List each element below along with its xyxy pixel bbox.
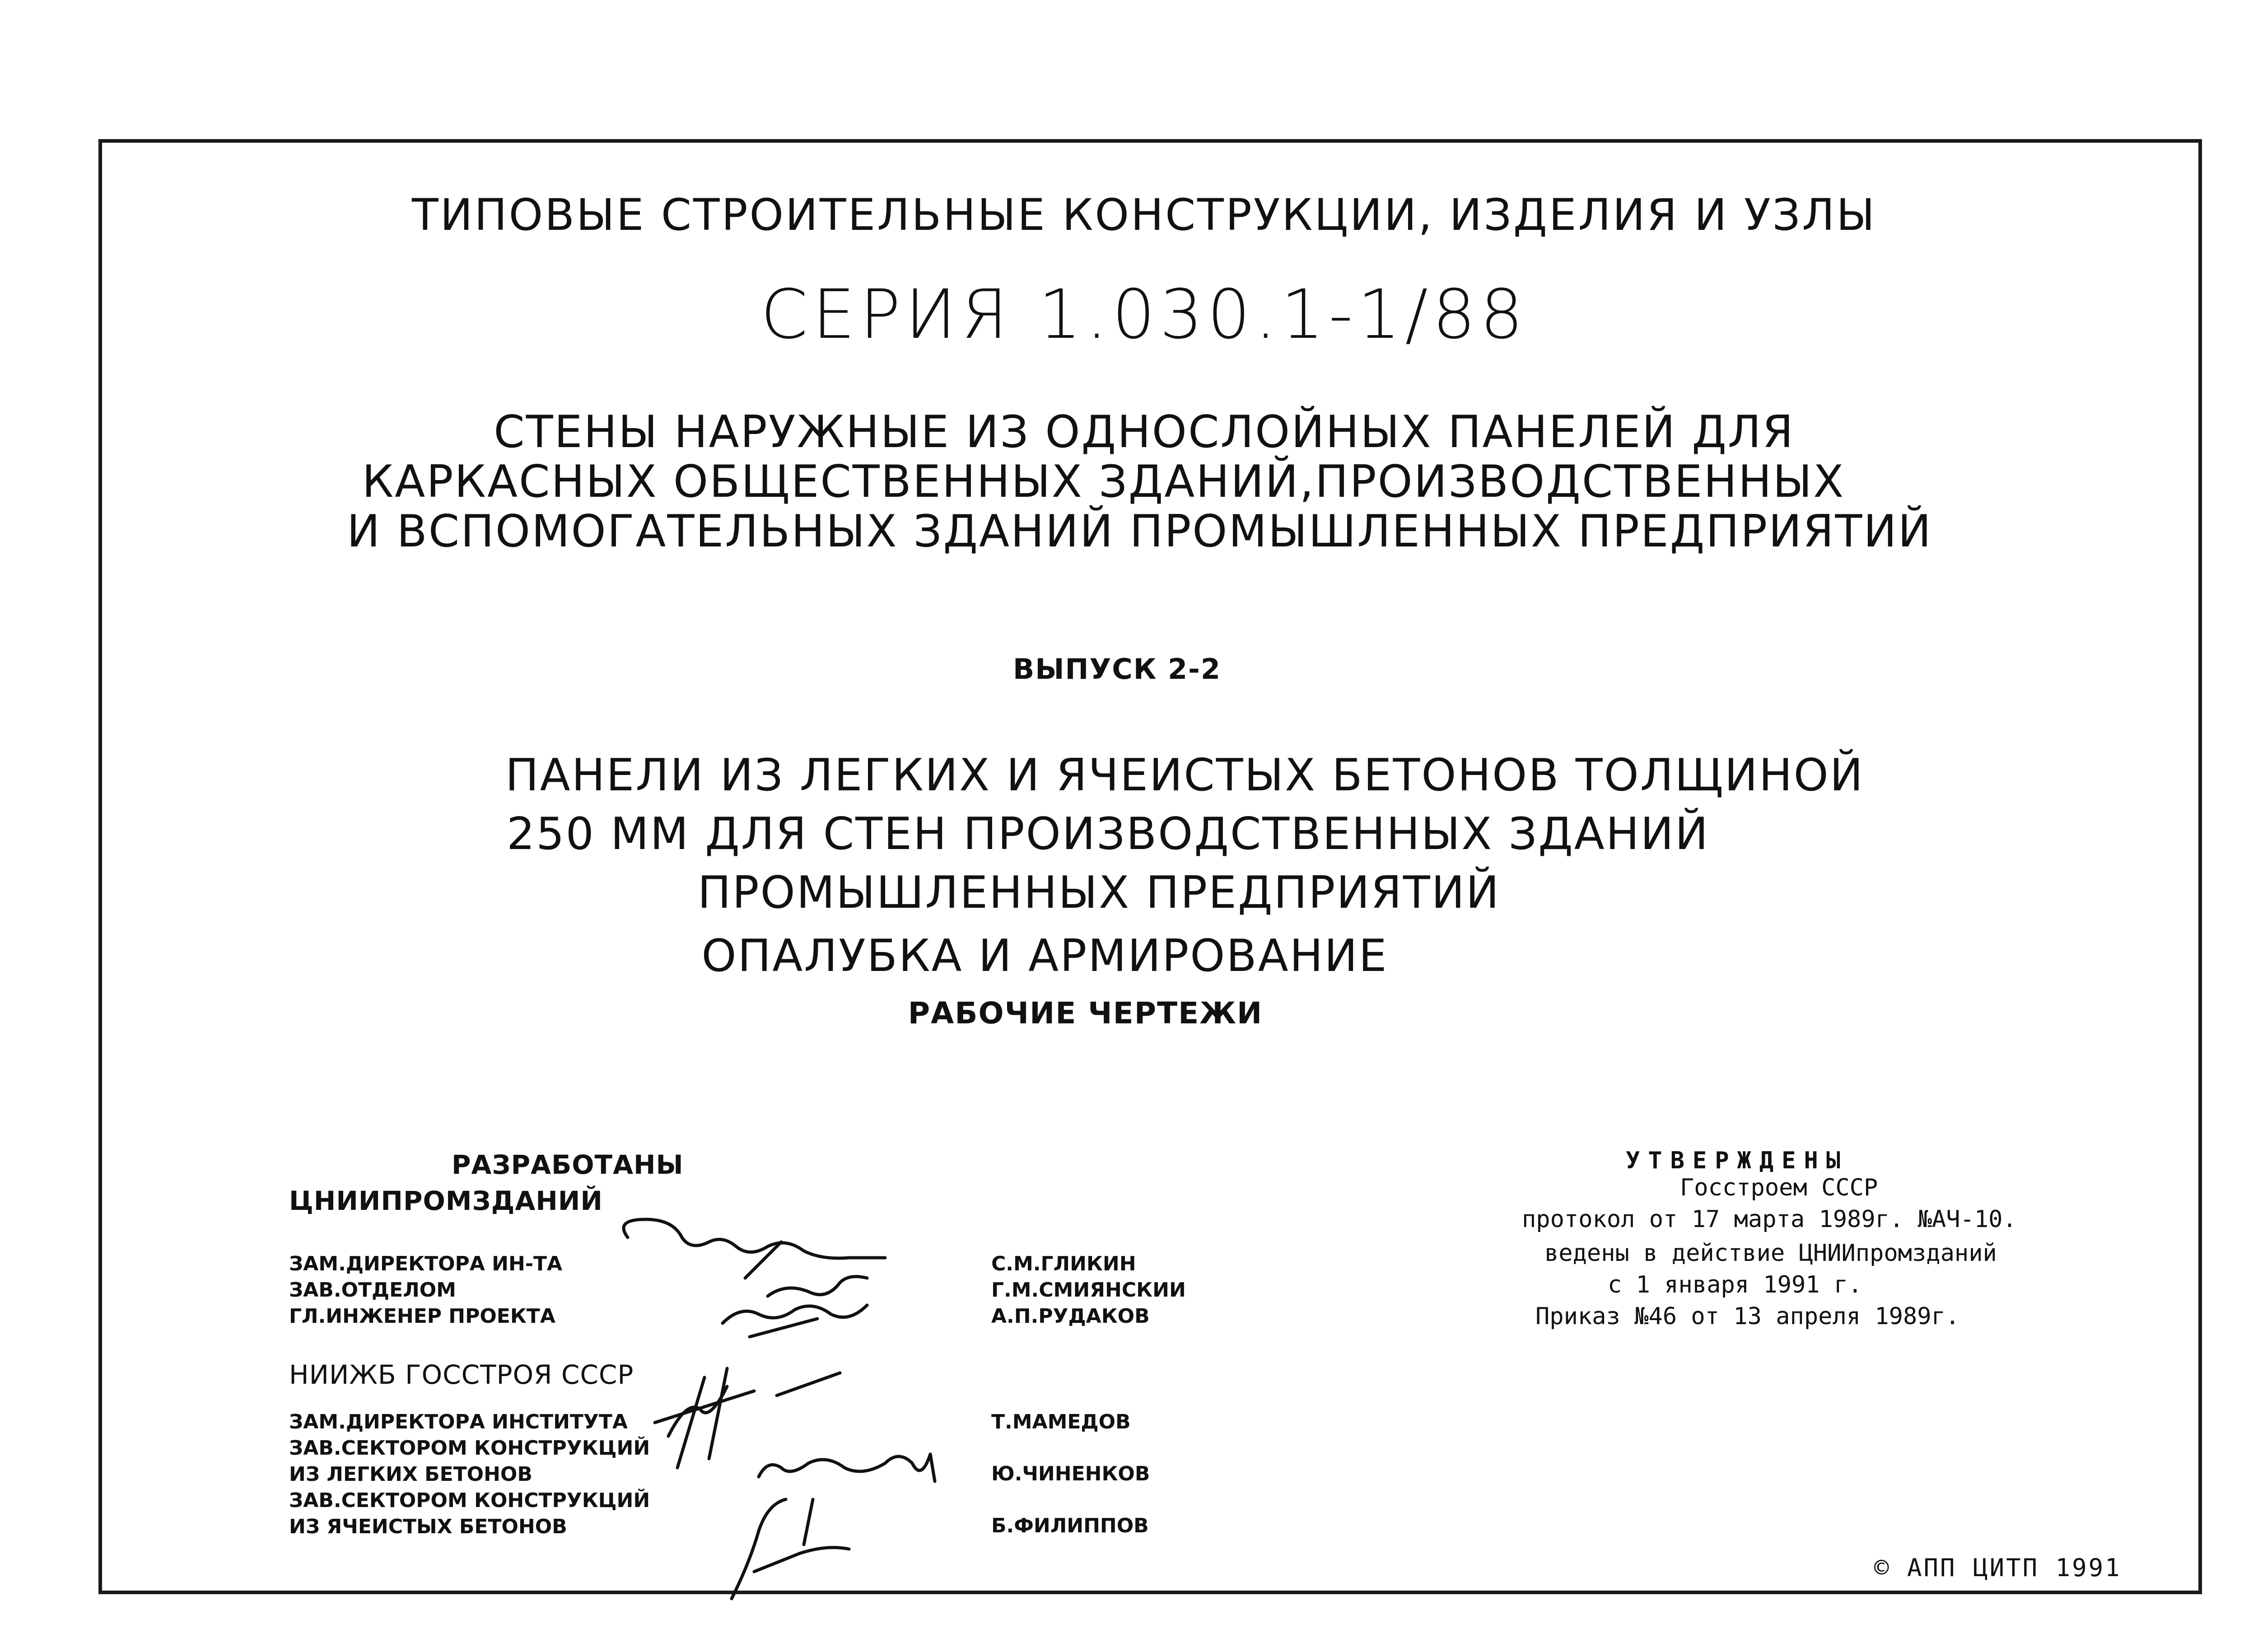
developer-org-name: НИИЖБ ГОССТРОЯ СССР xyxy=(289,1359,634,1390)
developer-roles xyxy=(289,1409,650,1540)
person-name: Г.М.СМИЯНСКИИ xyxy=(991,1279,1186,1302)
role-label: ГЛ.ИНЖЕНЕР ПРОЕКТА xyxy=(289,1305,555,1328)
walls-title-line: СТЕНЫ НАРУЖНЫЕ ИЗ ОДНОСЛОЙНЫХ ПАНЕЛЕЙ ДЛЯ xyxy=(494,406,1795,458)
role-label: ЗАМ.ДИРЕКТОРА ИНСТИТУТА xyxy=(289,1410,628,1433)
role-label: ЗАМ.ДИРЕКТОРА ИН-ТА xyxy=(289,1252,563,1275)
approval-line: с 1 января 1991 г. xyxy=(1608,1271,1862,1298)
developed-heading: РАЗРАБОТАНЫ xyxy=(452,1149,684,1180)
formwork-title: ОПАЛУБКА И АРМИРОВАНИЕ xyxy=(701,930,1388,982)
series-number: СЕРИЯ 1.030.1-1/88 xyxy=(760,275,1528,354)
panels-title-line: 250 ММ ДЛЯ СТЕН ПРОИЗВОДСТВЕННЫХ ЗДАНИЙ xyxy=(506,808,1710,860)
role-label: ИЗ ЯЧЕИСТЫХ БЕТОНОВ xyxy=(289,1515,567,1538)
developer-roles xyxy=(289,1251,562,1330)
document-title: ТИПОВЫЕ СТРОИТЕЛЬНЫЕ КОНСТРУКЦИИ, ИЗДЕЛИЯ И УЗЛЫ xyxy=(411,190,1877,240)
person-name: С.М.ГЛИКИН xyxy=(991,1252,1136,1275)
panels-title-line: ПАНЕЛИ ИЗ ЛЕГКИХ И ЯЧЕИСТЫХ БЕТОНОВ ТОЛЩИНОЙ xyxy=(505,750,1865,801)
approval-line: протокол от 17 марта 1989г. №АЧ-10. xyxy=(1522,1206,2017,1233)
person-name: А.П.РУДАКОВ xyxy=(991,1305,1150,1328)
person-name: Т.МАМЕДОВ xyxy=(991,1410,1131,1433)
person-name: Б.ФИЛИППОВ xyxy=(991,1514,1149,1537)
issue-number: ВЫПУСК 2-2 xyxy=(1013,653,1221,686)
copyright-notice: © АПП ЦИТП 1991 xyxy=(1874,1554,2122,1582)
role-label: ИЗ ЛЕГКИХ БЕТОНОВ xyxy=(289,1463,532,1486)
developer-org-name: ЦНИИПРОМЗДАНИЙ xyxy=(289,1185,603,1216)
approved-heading: УТВЕРЖДЕНЫ xyxy=(1626,1147,1849,1174)
role-label: ЗАВ.СЕКТОРОМ КОНСТРУКЦИЙ xyxy=(289,1489,650,1512)
approval-line: Госстроем СССР xyxy=(1680,1174,1878,1201)
developer-names xyxy=(991,1251,1186,1330)
role-label: ЗАВ.СЕКТОРОМ КОНСТРУКЦИЙ xyxy=(289,1437,650,1460)
work-drawings-label: РАБОЧИЕ ЧЕРТЕЖИ xyxy=(908,996,1263,1031)
walls-title-line: И ВСПОМОГАТЕЛЬНЫХ ЗДАНИЙ ПРОМЫШЛЕННЫХ ПРЕДПРИЯТИЙ xyxy=(347,506,1932,557)
person-name: Ю.ЧИНЕНКОВ xyxy=(991,1462,1150,1485)
walls-title-line: КАРКАСНЫХ ОБЩЕСТВЕННЫХ ЗДАНИЙ,ПРОИЗВОДСТВЕННЫХ xyxy=(362,456,1845,508)
approval-line: Приказ №46 от 13 апреля 1989г. xyxy=(1535,1303,1960,1330)
approval-line: ведены в действие ЦНИИпромзданий xyxy=(1544,1240,1997,1267)
panels-title-line: ПРОМЫШЛЕННЫХ ПРЕДПРИЯТИЙ xyxy=(697,867,1501,919)
role-label: ЗАВ.ОТДЕЛОМ xyxy=(289,1279,456,1302)
